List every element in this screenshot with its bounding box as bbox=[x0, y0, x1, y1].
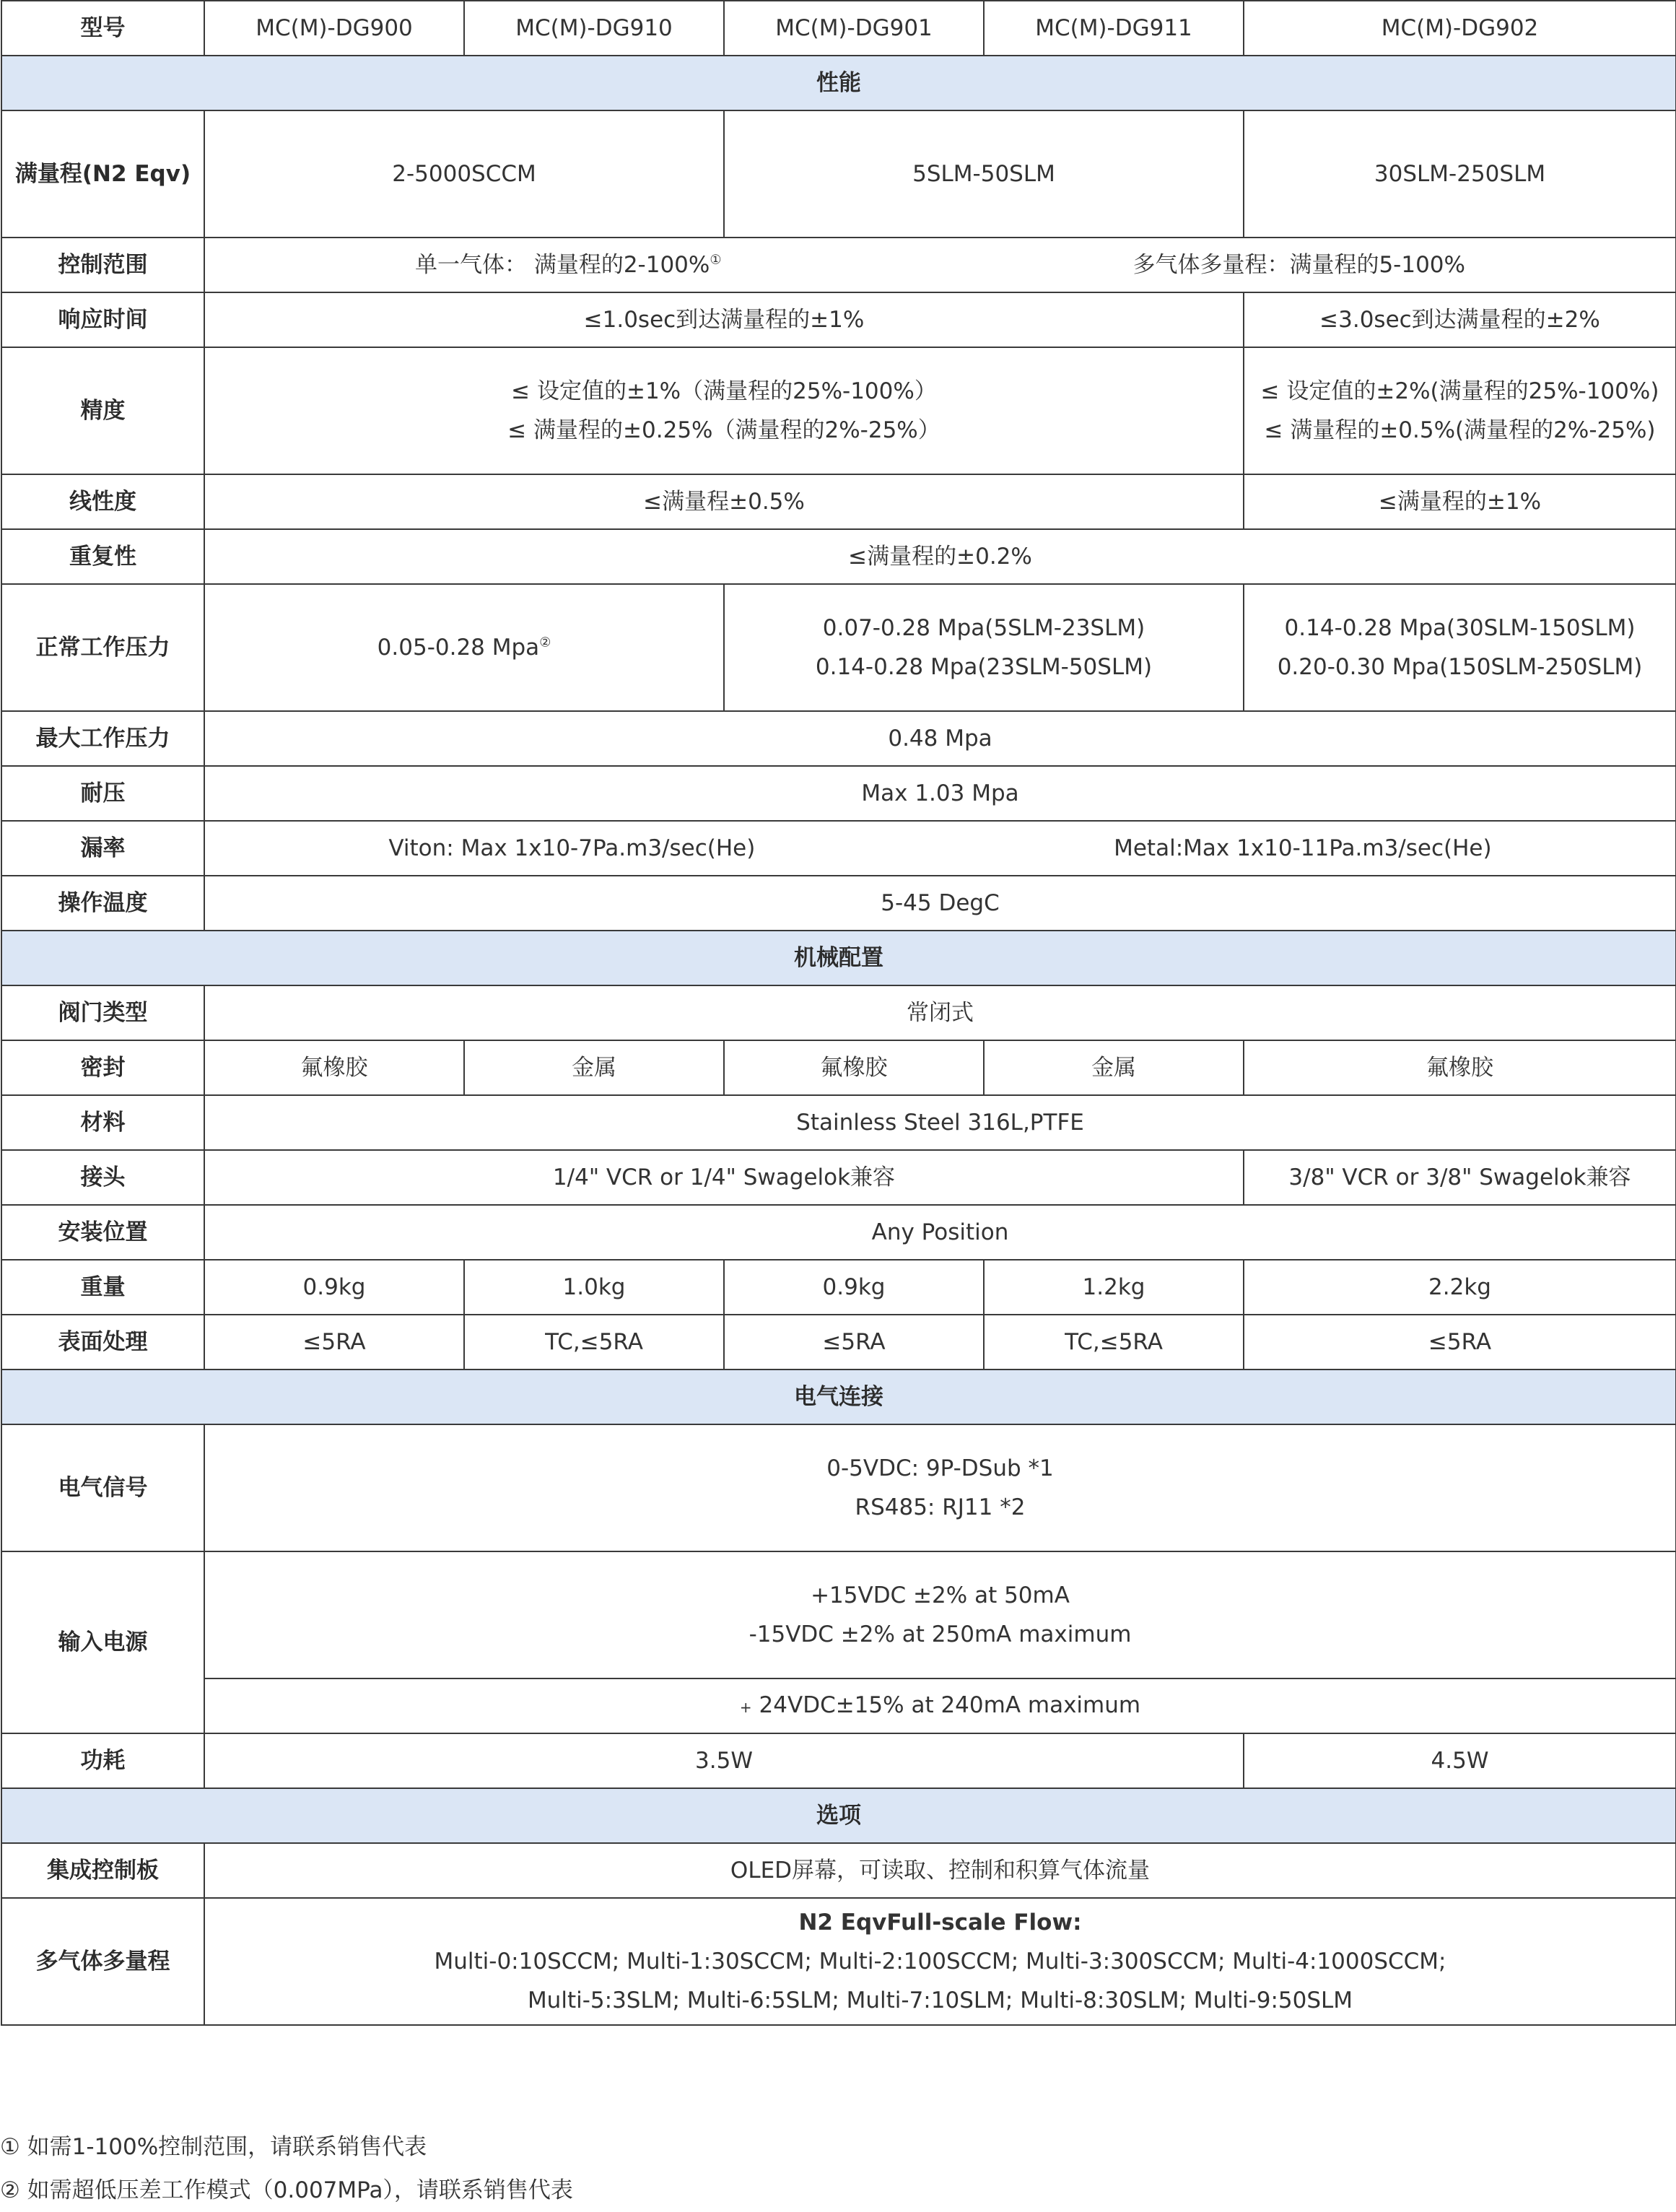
cell-value bbox=[1244, 347, 1676, 474]
cell-value: 0.9kg bbox=[724, 1260, 984, 1315]
cell-value: Any Position bbox=[204, 1205, 1676, 1260]
cell-value: 0.9kg bbox=[204, 1260, 464, 1315]
cell-value bbox=[204, 584, 724, 711]
accuracy-line: ≤ 设定值的±2%(满量程的25%-100%) bbox=[1260, 378, 1659, 404]
row-mounting bbox=[1, 1205, 1676, 1260]
row-label: 重量 bbox=[1, 1260, 204, 1315]
row-label: 最大工作压力 bbox=[1, 711, 204, 766]
cell-value: 3/8" VCR or 3/8" Swagelok兼容 bbox=[1244, 1150, 1676, 1205]
row-label: 电气信号 bbox=[1, 1424, 204, 1551]
pressure-text: 0.05-0.28 Mpa bbox=[377, 635, 540, 661]
cell-value: 氟橡胶 bbox=[204, 1040, 464, 1095]
cell-value: Stainless Steel 316L,PTFE bbox=[204, 1095, 1676, 1150]
cell-value: 氟橡胶 bbox=[724, 1040, 984, 1095]
cell-value: ≤3.0sec到达满量程的±2% bbox=[1244, 292, 1676, 347]
cell-value: 1.0kg bbox=[464, 1260, 724, 1315]
section-title: 电气连接 bbox=[1, 1370, 1676, 1424]
section-title: 选项 bbox=[1, 1788, 1676, 1843]
cell-value bbox=[204, 238, 1676, 292]
leak-viton: Viton: Max 1x10-7Pa.m3/sec(He) bbox=[388, 835, 756, 861]
cell-value: 3.5W bbox=[204, 1733, 1244, 1788]
cell-value: ≤5RA bbox=[1244, 1315, 1676, 1370]
cell-value: TC,≤5RA bbox=[464, 1315, 724, 1370]
section-electrical bbox=[1, 1370, 1676, 1424]
row-working-pressure bbox=[1, 584, 1676, 711]
cell-value: ≤满量程的±1% bbox=[1244, 474, 1676, 529]
multi-gas-line2: Multi-5:3SLM; Multi-6:5SLM; Multi-7:10SLM; Multi-8:30SLM; Multi-9:50SLM bbox=[527, 1987, 1353, 2013]
row-label: 输入电源 bbox=[1, 1551, 204, 1733]
section-title: 性能 bbox=[1, 56, 1676, 110]
row-label: 阀门类型 bbox=[1, 985, 204, 1040]
cell-value: 2.2kg bbox=[1244, 1260, 1676, 1315]
cell-value bbox=[204, 1551, 1676, 1678]
cell-value: 2-5000SCCM bbox=[204, 110, 724, 238]
row-control-range bbox=[1, 238, 1676, 292]
cell-value bbox=[1244, 584, 1676, 711]
spec-table bbox=[1, 0, 1676, 2026]
signal-line: 0-5VDC: 9P-DSub *1 bbox=[826, 1455, 1054, 1481]
row-power-consumption bbox=[1, 1733, 1676, 1788]
multi-gas-range: 多气体多量程：满量程的5-100% bbox=[1132, 252, 1465, 278]
row-label: 功耗 bbox=[1, 1733, 204, 1788]
cell-value bbox=[724, 584, 1244, 711]
row-label: 线性度 bbox=[1, 474, 204, 529]
footnote-marker: ② bbox=[539, 635, 551, 650]
row-label: 漏率 bbox=[1, 821, 204, 876]
row-label: 接头 bbox=[1, 1150, 204, 1205]
pressure-line: 0.14-0.28 Mpa(23SLM-50SLM) bbox=[815, 654, 1153, 680]
cell-value: Max 1.03 Mpa bbox=[204, 766, 1676, 821]
row-label: 表面处理 bbox=[1, 1315, 204, 1370]
cell-value: ≤满量程的±0.2% bbox=[204, 529, 1676, 584]
power-line: 24VDC±15% at 240mA maximum bbox=[751, 1691, 1141, 1718]
cell-value bbox=[204, 1678, 1676, 1733]
cell-value: 金属 bbox=[464, 1040, 724, 1095]
cell-value: 1.2kg bbox=[984, 1260, 1244, 1315]
cell-value bbox=[204, 347, 1244, 474]
cell-value: 0.48 Mpa bbox=[204, 711, 1676, 766]
cell-value bbox=[204, 1898, 1676, 2025]
cell-value bbox=[204, 821, 1676, 876]
row-fitting bbox=[1, 1150, 1676, 1205]
model-dg910: MC(M)-DG910 bbox=[464, 1, 724, 56]
multi-gas-line1: Multi-0:10SCCM; Multi-1:30SCCM; Multi-2:100SCCM; Multi-3:300SCCM; Multi-4:1000SCCM; bbox=[434, 1948, 1446, 1974]
model-dg911: MC(M)-DG911 bbox=[984, 1, 1244, 56]
row-label: 正常工作压力 bbox=[1, 584, 204, 711]
section-title: 机械配置 bbox=[1, 931, 1676, 985]
row-power-input bbox=[1, 1551, 1676, 1678]
row-label: 控制范围 bbox=[1, 238, 204, 292]
model-dg902: MC(M)-DG902 bbox=[1244, 1, 1676, 56]
row-surface bbox=[1, 1315, 1676, 1370]
row-label: 精度 bbox=[1, 347, 204, 474]
section-mechanical bbox=[1, 931, 1676, 985]
multi-gas-line bbox=[209, 1903, 1671, 1981]
cell-value bbox=[204, 1424, 1676, 1551]
row-label: 操作温度 bbox=[1, 876, 204, 931]
cell-value: ≤5RA bbox=[204, 1315, 464, 1370]
cell-value: TC,≤5RA bbox=[984, 1315, 1244, 1370]
plus-prefix: + bbox=[739, 1698, 752, 1716]
section-performance bbox=[1, 56, 1676, 110]
footnote-2: ② 如需超低压差工作模式（0.007MPa），请联系销售代表 bbox=[0, 2177, 573, 2203]
cell-value: 5SLM-50SLM bbox=[724, 110, 1244, 238]
cell-value: ≤1.0sec到达满量程的±1% bbox=[204, 292, 1244, 347]
row-response-time bbox=[1, 292, 1676, 347]
row-material bbox=[1, 1095, 1676, 1150]
row-label: 集成控制板 bbox=[1, 1843, 204, 1898]
row-power-input-24v bbox=[1, 1678, 1676, 1733]
cell-value: 4.5W bbox=[1244, 1733, 1676, 1788]
row-accuracy bbox=[1, 347, 1676, 474]
cell-value: 30SLM-250SLM bbox=[1244, 110, 1676, 238]
row-full-scale bbox=[1, 110, 1676, 238]
header-label: 型号 bbox=[1, 1, 204, 56]
row-label: 响应时间 bbox=[1, 292, 204, 347]
power-line: -15VDC ±2% at 250mA maximum bbox=[748, 1621, 1132, 1647]
row-multi-gas bbox=[1, 1898, 1676, 2025]
row-linearity bbox=[1, 474, 1676, 529]
row-label: 密封 bbox=[1, 1040, 204, 1095]
power-line: +15VDC ±2% at 50mA bbox=[811, 1582, 1070, 1608]
accuracy-line: ≤ 满量程的±0.25%（满量程的2%-25%） bbox=[507, 417, 940, 443]
pressure-line: 0.20-0.30 Mpa(150SLM-250SLM) bbox=[1277, 654, 1643, 680]
cell-value: 氟橡胶 bbox=[1244, 1040, 1676, 1095]
cell-value: 常闭式 bbox=[204, 985, 1676, 1040]
row-label: 安装位置 bbox=[1, 1205, 204, 1260]
footnote-marker: ① bbox=[710, 252, 722, 268]
accuracy-line: ≤ 满量程的±0.5%(满量程的2%-25%) bbox=[1264, 417, 1656, 443]
section-options bbox=[1, 1788, 1676, 1843]
row-label: 材料 bbox=[1, 1095, 204, 1150]
cell-value: 1/4" VCR or 1/4" Swagelok兼容 bbox=[204, 1150, 1244, 1205]
cell-value: OLED屏幕，可读取、控制和积算气体流量 bbox=[204, 1843, 1676, 1898]
row-control-board bbox=[1, 1843, 1676, 1898]
row-label: 满量程(N2 Eqv) bbox=[1, 110, 204, 238]
cell-value: 5-45 DegC bbox=[204, 876, 1676, 931]
single-gas-text: 单一气体： 满量程的2-100% bbox=[414, 252, 710, 278]
pressure-line: 0.14-0.28 Mpa(30SLM-150SLM) bbox=[1284, 615, 1636, 641]
row-signal bbox=[1, 1424, 1676, 1551]
cell-value: 金属 bbox=[984, 1040, 1244, 1095]
model-dg900: MC(M)-DG900 bbox=[204, 1, 464, 56]
row-label: 多气体多量程 bbox=[1, 1898, 204, 2025]
row-label: 耐压 bbox=[1, 766, 204, 821]
header-row bbox=[1, 1, 1676, 56]
footnote-1: ① 如需1-100%控制范围，请联系销售代表 bbox=[0, 2134, 427, 2160]
single-gas-range bbox=[415, 245, 722, 284]
cell-value: ≤5RA bbox=[724, 1315, 984, 1370]
accuracy-line: ≤ 设定值的±1%（满量程的25%-100%） bbox=[511, 378, 937, 404]
pressure-line: 0.07-0.28 Mpa(5SLM-23SLM) bbox=[822, 615, 1145, 641]
row-valve-type bbox=[1, 985, 1676, 1040]
footnotes bbox=[0, 2125, 573, 2212]
row-label: 重复性 bbox=[1, 529, 204, 584]
leak-metal: Metal:Max 1x10-11Pa.m3/sec(He) bbox=[1114, 835, 1492, 861]
cell-value: ≤满量程±0.5% bbox=[204, 474, 1244, 529]
row-temperature bbox=[1, 876, 1676, 931]
row-max-pressure bbox=[1, 711, 1676, 766]
row-repeatability bbox=[1, 529, 1676, 584]
multi-gas-bold: N2 EqvFull-scale Flow: bbox=[798, 1910, 1082, 1936]
model-dg901: MC(M)-DG901 bbox=[724, 1, 984, 56]
row-weight bbox=[1, 1260, 1676, 1315]
signal-line: RS485: RJ11 *2 bbox=[855, 1494, 1026, 1520]
row-leak-rate bbox=[1, 821, 1676, 876]
row-proof-pressure bbox=[1, 766, 1676, 821]
row-seal bbox=[1, 1040, 1676, 1095]
